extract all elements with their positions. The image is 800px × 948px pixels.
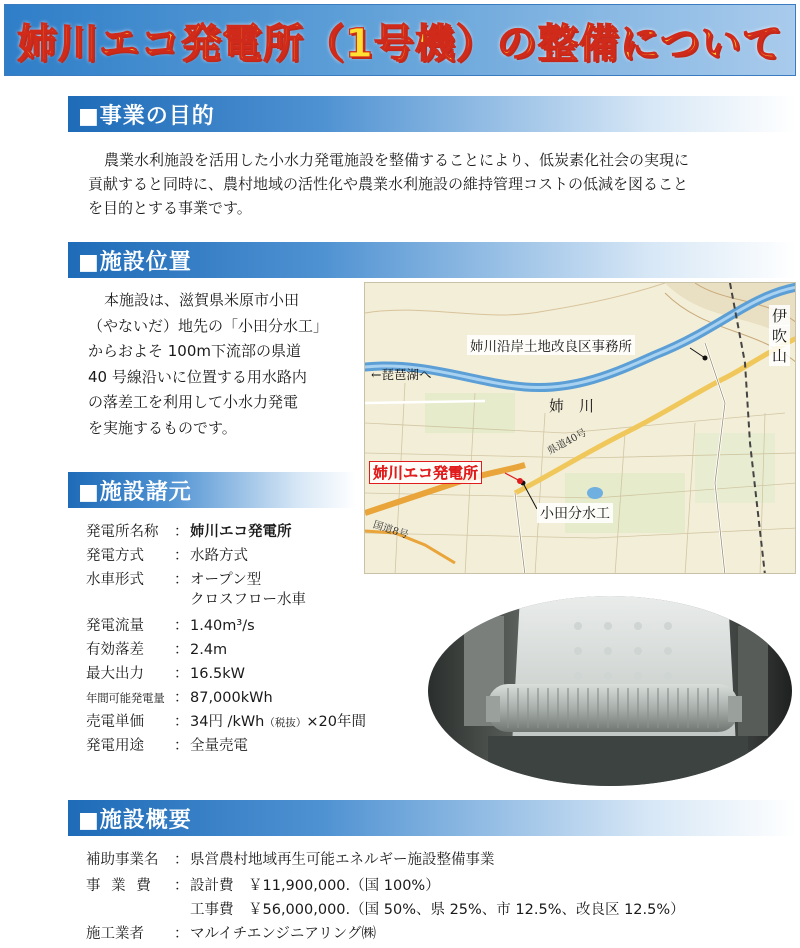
spec-row: [86, 570, 306, 610]
spec-value: 1.40m³/s: [190, 618, 255, 634]
location-line: の落差工を利用して小水力発電: [88, 393, 299, 411]
summary-row: [86, 900, 685, 920]
spec-colon: ：: [174, 572, 189, 588]
summary-row: [86, 876, 440, 896]
spec-row: [86, 664, 245, 684]
spec-value-line: クロスフロー水車: [190, 592, 306, 608]
spec-label: 売電単価: [86, 714, 144, 730]
map-label-diversion: 小田分水工: [537, 503, 613, 523]
spec-label: 発電方式: [86, 548, 144, 564]
summary-colon: [174, 900, 190, 920]
spec-value-term: ×20年間: [306, 714, 366, 730]
spec-colon: ：: [174, 738, 189, 754]
location-line: からおよそ 100m下流部の県道: [88, 342, 302, 360]
spec-row: [86, 522, 292, 542]
map-label-lake: ←琵琶湖へ: [371, 367, 432, 382]
section-header-purpose: [68, 96, 796, 132]
spec-label: 最大出力: [86, 666, 144, 682]
spec-value: 水路方式: [190, 548, 248, 564]
purpose-line: 農業水利施設を活用した小水力発電施設を整備することにより、低炭素化社会の実現に: [104, 151, 690, 169]
purpose-line: を目的とする事業です。: [88, 199, 252, 217]
spec-row: [86, 736, 248, 756]
spec-value-line: オープン型: [190, 572, 262, 588]
spec-label: 有効落差: [86, 642, 144, 658]
spec-row: [86, 712, 366, 733]
title-banner: [4, 4, 796, 76]
summary-row: [86, 924, 376, 944]
section-header-summary: [68, 800, 796, 836]
spec-colon: ：: [174, 642, 189, 658]
spec-colon: ：: [174, 548, 189, 564]
summary-value: 設計費 ￥11,900,000.（国 100%）: [190, 878, 440, 894]
spec-colon: ：: [174, 524, 189, 540]
section-title-location: ■施設位置: [78, 248, 192, 275]
location-line: を実施するものです。: [88, 418, 237, 437]
map-label-mountain-1: 伊: [769, 305, 790, 326]
spec-label: 発電用途: [86, 738, 144, 754]
spec-colon: ：: [174, 666, 189, 682]
page-title: 姉川エコ発電所（1号機）の整備について: [16, 20, 784, 67]
spec-row: [86, 640, 227, 660]
section-title-purpose: ■事業の目的: [78, 102, 215, 129]
summary-label: 補助事業名: [86, 852, 159, 868]
summary-label: [86, 900, 174, 920]
spec-colon: ：: [174, 690, 189, 706]
location-map: [364, 282, 796, 574]
spec-value-price: 34円 /kWh: [190, 714, 265, 730]
map-label-office: 姉川沿岸土地改良区事務所: [467, 335, 635, 355]
summary-value: 工事費 ￥56,000,000.（国 50%、県 25%、市 12.5%、改良区 12.5%）: [190, 902, 685, 918]
spec-label: 年間可能発電量: [86, 691, 165, 705]
location-line: 40 号線沿いに位置する用水路内: [88, 367, 307, 386]
location-line: （やないだ）地先の「小田分水工」: [88, 316, 329, 335]
section-header-specs: [68, 472, 356, 508]
summary-colon: ：: [174, 878, 189, 894]
map-label-plant: 姉川エコ発電所: [369, 461, 482, 484]
section-title-specs: ■施設諸元: [78, 478, 192, 505]
spec-row: [86, 688, 273, 708]
summary-label: 施工業者: [86, 926, 144, 942]
spec-row: [86, 546, 248, 566]
spec-colon: ：: [174, 618, 189, 634]
section-header-location: [68, 242, 796, 278]
section-title-summary: ■施設概要: [78, 806, 192, 833]
purpose-text: [88, 148, 689, 220]
purpose-line: 貢献すると同時に、農村地域の活性化や農業水利施設の維持管理コストの低減を図ること: [88, 175, 689, 193]
spec-value: 16.5kW: [190, 666, 246, 682]
summary-value: マルイチエンジニアリング㈱: [190, 926, 376, 942]
map-label-river: 姉 川: [549, 397, 595, 415]
spec-value: 2.4m: [190, 642, 228, 658]
summary-colon: ：: [174, 926, 189, 942]
turbine-photo: [428, 596, 792, 786]
summary-label: 事 業 費: [86, 878, 154, 894]
map-label-mountain-3: 山: [769, 345, 790, 366]
spec-value: 姉川エコ発電所: [190, 524, 292, 540]
spec-value: 全量売電: [190, 738, 248, 754]
spec-label: 発電流量: [86, 618, 144, 634]
summary-row: [86, 850, 495, 870]
map-label-mountain-2: 吹: [769, 325, 790, 346]
spec-label: 水車形式: [86, 572, 144, 588]
turbine-graphic: [428, 596, 792, 786]
summary-value: 県営農村地域再生可能エネルギー施設整備事業: [190, 852, 495, 868]
spec-value: [190, 570, 306, 610]
map-label-prefroad: 県道40号: [545, 427, 589, 458]
map-label-natroad: 国道8号: [371, 519, 410, 542]
location-line: 本施設は、滋賀県米原市小田: [104, 291, 300, 309]
spec-label: 発電所名称: [86, 524, 159, 540]
spec-value: 87,000kWh: [190, 690, 273, 706]
summary-colon: ：: [174, 852, 189, 868]
spec-row: [86, 616, 255, 636]
spec-value-tax: （税抜）: [264, 717, 307, 729]
spec-colon: ：: [174, 714, 189, 730]
spec-value: [190, 712, 366, 733]
location-text: [88, 288, 328, 441]
